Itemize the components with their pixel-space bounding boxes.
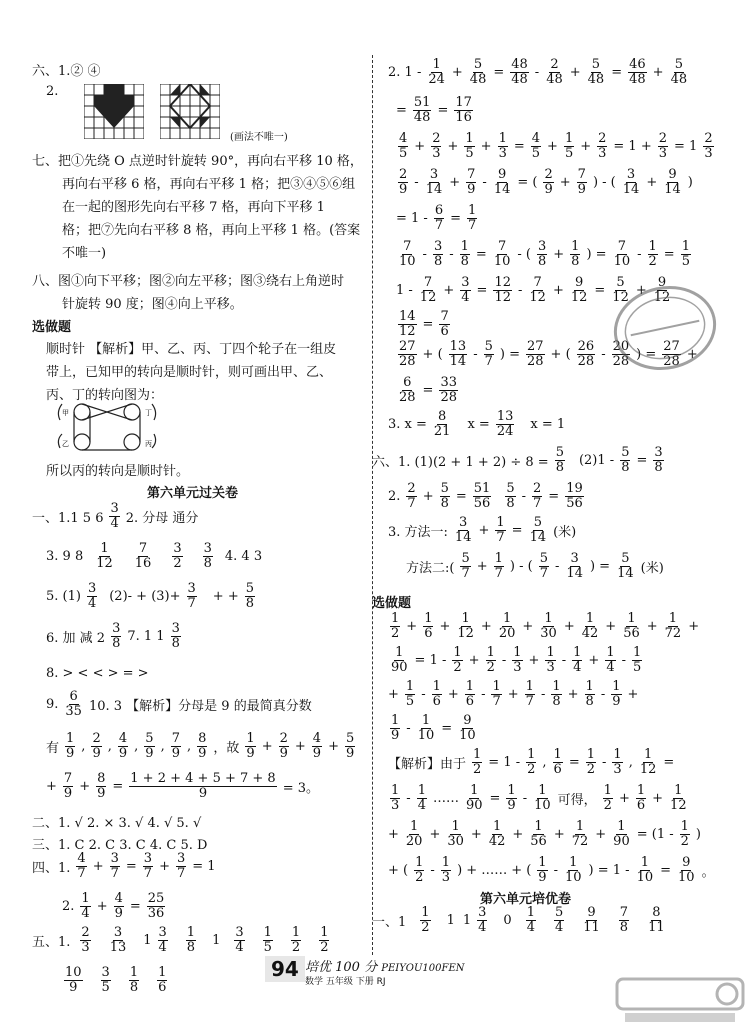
q5-line2: $\frac{10}{9}$ $\frac{3}{5}$ $\frac{1}{8}$ $\frac{1}{6}$ [65, 965, 167, 995]
page-number: 94 [265, 956, 305, 982]
r-q6-3-method1: 3. 方法一: $\frac{3}{14}$ + $\frac{1}{7}$ = $\frac{5}{14}$ (米) [388, 515, 577, 545]
answer-6-1: 六、1.② ④ [32, 64, 101, 79]
figure-grid-1 [84, 84, 144, 139]
r-q2-line2: = $\frac{51}{48}$ = $\frac{17}{16}$ [396, 95, 472, 125]
q4-2: 2. $\frac{1}{4}$ + $\frac{4}{9}$ = $\frac{25}{36}$ [62, 891, 165, 921]
q1-line5: 5. (1) $\frac{3}{4}$ (2)- + (3)+ $\frac{3}{7}$ + + $\frac{5}{8}$ [46, 581, 254, 611]
r-opt-analysis3: + $\frac{1}{20}$ + $\frac{1}{30}$ + $\frac{1}{42}$ + $\frac{1}{56}$ + $\frac{1}{72}$ + $\frac{1}{90}$ = (1 - $\frac{1}{2}$ ) [388, 819, 701, 849]
r-opt-analysis4: + ( $\frac{1}{2}$ - $\frac{1}{3}$ ) + …… + ( $\frac{1}{9}$ - $\frac{1}{10}$ ) = 1 - $\frac{1}{10}$ = $\frac{9}{10}$ 。 [388, 855, 715, 885]
r-q6-2: 2. $\frac{2}{7}$ + $\frac{5}{8}$ = $\frac{51}{56}$ $\frac{5}{8}$ - $\frac{2}{7}$ = $\frac{19}{56}$ [388, 481, 583, 511]
optional-conclusion: 所以丙的转向是顺时针。 [46, 464, 190, 479]
r-q3: 3. x = $\frac{8}{21}$ x = $\frac{13}{24}$ x = 1 [388, 409, 566, 439]
q2-answers: 二、1. √ 2. × 3. √ 4. √ 5. √ [32, 816, 202, 831]
unit6-advanced-title: 第六单元培优卷 [480, 892, 572, 907]
r-section-optional: 选做题 [372, 596, 412, 611]
r-q2-line5: = 1 - $\frac{6}{7}$ = $\frac{1}{7}$ [396, 203, 477, 233]
note-not-unique: (画法不唯一) [230, 132, 288, 143]
r-opt-line2: $\frac{1}{90}$ = 1 - $\frac{1}{2}$ + $\frac{1}{2}$ - $\frac{1}{3}$ + $\frac{1}{3}$ - $\frac{1}{4}$ + $\frac{1}{4}$ - $\frac{1}{5}$ [391, 645, 642, 675]
stamp-seal [601, 268, 729, 389]
section-optional: 选做题 [32, 320, 72, 335]
q1-line3: 3. 9 8 $\frac{1}{12}$ $\frac{7}{16}$ $\frac{3}{2}$ $\frac{3}{8}$ 4. 4 3 [46, 541, 263, 571]
q1-line9: 9. $\frac{6}{35}$ 10. 3 【解析】分母是 9 的最简真分数 [46, 689, 312, 719]
optional-line3: 丙、丁的转向图为： [46, 388, 164, 403]
footer-subtitle: 数学 五年级 下册 RJ [305, 977, 386, 987]
q1-line6: 6. 加 减 2 $\frac{3}{8}$ 7. 1 1 $\frac{3}{8}$ [46, 621, 180, 651]
answer-8-line2: 针旋转 90 度；图④向上平移。 [62, 297, 243, 312]
optional-line2: 带上，已知甲的转向是顺时针，则可画出甲、乙、 [46, 365, 333, 380]
r-q6-3-method2: 方法二:( $\frac{5}{7}$ + $\frac{1}{7}$ ) - ( $\frac{5}{7}$ - $\frac{3}{14}$ ) = $\frac{5}{14}$ (米) [406, 551, 664, 581]
r-opt-analysis1: 【解析】由于 $\frac{1}{2}$ = 1 - $\frac{1}{2}$ , $\frac{1}{6}$ = $\frac{1}{2}$ - $\frac{1}{3}$ , $\frac{1}{12}$ = [388, 747, 675, 777]
answer-7-line5: 不唯一) [62, 246, 107, 261]
r-q2-line7: 1 - $\frac{7}{12}$ + $\frac{3}{4}$ = $\frac{12}{12}$ - $\frac{7}{12}$ + $\frac{9}{12}$ = $\frac{5}{12}$ + $\frac{9}{12}$ [396, 275, 671, 305]
wheel-diagram [52, 398, 162, 456]
r-q2-line1: 2. 1 - $\frac{1}{24}$ + $\frac{5}{48}$ = $\frac{48}{48}$ - $\frac{2}{48}$ + $\frac{5}{48}$ = $\frac{46}{48}$ + $\frac{5}{48}$ [388, 57, 688, 87]
watermark-logo [615, 975, 745, 1025]
r-q2-line4: $\frac{2}{9}$ - $\frac{3}{14}$ + $\frac{7}{9}$ - $\frac{9}{14}$ = ( $\frac{2}{9}$ + $\frac{7}{9}$ ) - ( $\frac{3}{14}$ + $\frac{9}{14}$ ) [399, 167, 693, 197]
answer-6-2: 2. [46, 84, 59, 99]
r-q2-line10: $\frac{6}{28}$ = $\frac{33}{28}$ [399, 375, 457, 405]
r-q2-line9: $\frac{27}{28}$ + ( $\frac{13}{14}$ - $\frac{5}{7}$ ) = $\frac{27}{28}$ + ( $\frac{26}{28}$ - $\frac{20}{28}$ ) = $\frac{27}{28}$ + [399, 339, 698, 369]
answer-8-line1: 八、图①向下平移；图②向左平移；图③绕右上角逆时 [32, 274, 345, 289]
r-opt-analysis2: $\frac{1}{3}$ - $\frac{1}{4}$ …… $\frac{1}{90}$ = $\frac{1}{9}$ - $\frac{1}{10}$ 可得， $\frac{1}{2}$ + $\frac{1}{6}$ + $\frac{1}{12}$ [391, 783, 687, 813]
r-opt-line3: + $\frac{1}{5}$ - $\frac{1}{6}$ + $\frac{1}{6}$ - $\frac{1}{7}$ + $\frac{1}{7}$ - $\frac{1}{8}$ + $\frac{1}{8}$ - $\frac{1}{9}$ + [388, 679, 639, 709]
q1-line8: 8. > < < > = > [46, 666, 149, 681]
q1-line11: + $\frac{7}{9}$ + $\frac{8}{9}$ = $\frac{1 + 2 + 4 + 5 + 7 + 8}{9}$ = 3。 [46, 771, 319, 801]
wheel-label-jia: 甲 [62, 409, 69, 417]
q1-line10: 有 $\frac{1}{9}$ , $\frac{2}{9}$ , $\frac{4}{9}$ , $\frac{5}{9}$ , $\frac{7}{9}$ , $\frac{8}{9}$ ，故 $\frac{1}{9}$ + $\frac{2}{9}$ + $\frac{4}{9}$ + $\frac{5}{9}$ [46, 731, 355, 761]
answer-7-line4: 格；把⑦先向右平移 8 格，再向上平移 1 格。(答案 [62, 223, 361, 238]
q1-line1: 一、1.1 5 6 $\frac{3}{4}$ 2. 分母 通分 [32, 501, 199, 531]
answer-7-line1: 七、把①先绕 O 点逆时针旋转 90°，再向右平移 10 格， [32, 154, 363, 169]
answer-7-line3: 在一起的图形先向右平移 7 格，再向下平移 1 [62, 200, 325, 215]
brand-name: 培优 100 分 PEIYOU100FEN [305, 960, 465, 975]
answer-7-line2: 再向右平移 6 格，再向右平移 1 格；把③④⑤⑥组 [62, 177, 356, 192]
unit6-test-title: 第六单元过关卷 [147, 486, 239, 501]
r-q6-1: 六、1. (1)(2 + 1 + 2) ÷ 8 = $\frac{5}{8}$ (2)1 - $\frac{5}{8}$ = $\frac{3}{8}$ [372, 445, 663, 475]
r-q2-line6: $\frac{7}{10}$ - $\frac{3}{8}$ - $\frac{1}{8}$ = $\frac{7}{10}$ - ( $\frac{3}{8}$ + $\frac{1}{8}$ ) = $\frac{7}{10}$ - $\frac{1}{2}$ = $\frac{1}{5}$ [399, 239, 690, 269]
column-divider [372, 55, 373, 955]
wheel-label-ding: 丁 [145, 409, 152, 417]
r-q2-line3: $\frac{4}{5}$ + $\frac{2}{3}$ + $\frac{1}{5}$ + $\frac{1}{3}$ = $\frac{4}{5}$ + $\frac{1}{5}$ + $\frac{2}{3}$ = 1 + $\frac{2}{3}$ = 1 $\frac{2}{3}$ [399, 131, 713, 161]
optional-line1: 顺时针 【解析】甲、乙、丙、丁四个轮子在一组皮 [46, 342, 337, 357]
r-q2-line8: $\frac{14}{12}$ = $\frac{7}{6}$ [399, 309, 449, 339]
r-opt-line1: $\frac{1}{2}$ + $\frac{1}{6}$ + $\frac{1}{12}$ + $\frac{1}{20}$ + $\frac{1}{30}$ + $\frac{1}{42}$ + $\frac{1}{56}$ + $\frac{1}{72}$ + [391, 611, 700, 641]
wheel-label-yi: 乙 [62, 440, 69, 448]
q4-1: 四、1. $\frac{4}{7}$ + $\frac{3}{7}$ = $\frac{3}{7}$ + $\frac{3}{7}$ = 1 [32, 851, 216, 881]
q5-line1: 五、1. $\frac{2}{3}$ $\frac{3}{13}$ 1 $\frac{3}{4}$ $\frac{1}{8}$ 1 $\frac{3}{4}$ $\frac{1}{5}$ $\frac{1}{2}$ $\frac{1}{2}$ [32, 925, 329, 955]
r-opt-line4: $\frac{1}{9}$ - $\frac{1}{10}$ = $\frac{9}{10}$ [391, 713, 476, 743]
r-adv-q1: 一、1 $\frac{1}{2}$ 1 1 $\frac{3}{4}$ 0 $\frac{1}{4}$ $\frac{5}{4}$ $\frac{9}{11}$ $\frac{7}{8}$ $\frac{8}{11}$ [372, 905, 665, 935]
q3-answers: 三、1. C 2. C 3. C 4. C 5. D [32, 838, 208, 853]
figure-grid-2 [160, 84, 220, 139]
wheel-label-bing: 丙 [145, 440, 152, 448]
page-footer [265, 956, 485, 992]
